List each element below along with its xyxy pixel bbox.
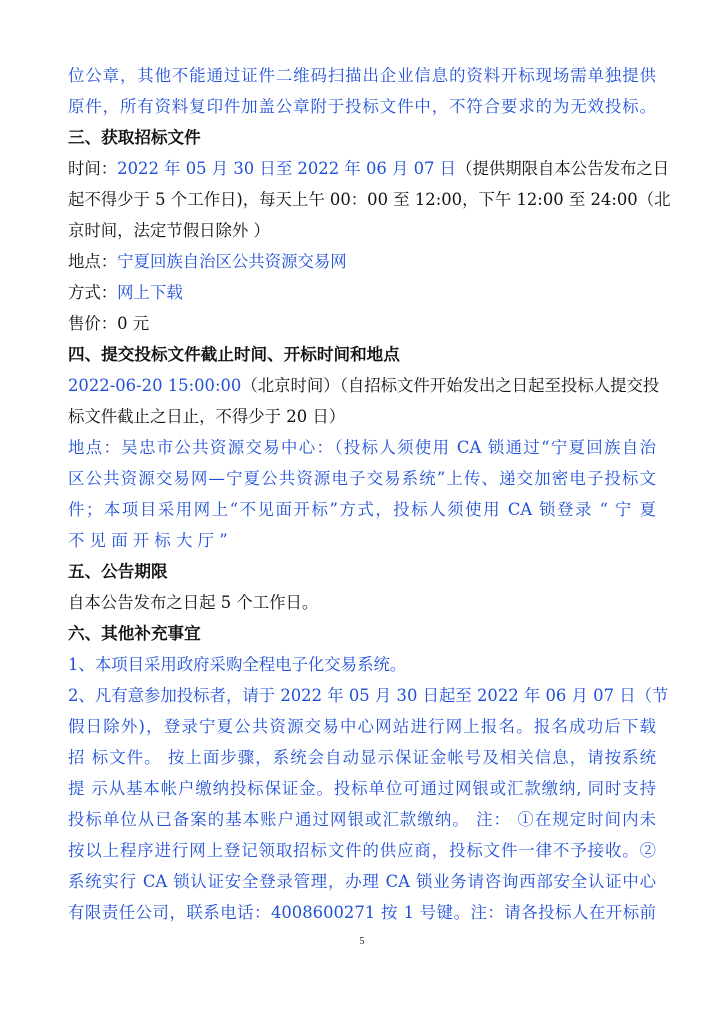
deadline-value: 2022-06-20 15:00:00	[68, 376, 242, 395]
text-line: 提 示从基本帐户缴纳投标保证金。投标单位可通过网银或汇款缴纳, 同时支持	[68, 779, 656, 798]
text-line: 假日除外)，登录宁夏公共资源交易中心网站进行网上报名。报名成功后下载	[68, 717, 656, 736]
section-heading-6: 六、其他补充事宜	[68, 623, 201, 643]
text-line: 件；本项目采用网上“不见面开标”方式，投标人须使用 CA 锁登录 “ 宁 夏	[68, 500, 656, 519]
section-heading-3: 三、获取招标文件	[68, 127, 201, 147]
page-number: 5	[359, 936, 365, 947]
text-line: 不 见 面 开 标 大 厅 ”	[68, 531, 228, 550]
text-line: 标文件截止之日止，不得少于 20 日）	[68, 407, 346, 426]
text-line: 原件，所有资料复印件加盖公章附于投标文件中，不符合要求的为无效投标。	[68, 97, 656, 116]
text-line: 1、本项目采用政府采购全程电子化交易系统。	[68, 655, 407, 674]
deadline-line	[68, 370, 660, 401]
text-line: 京时间，法定节假日除外 ）	[68, 221, 270, 240]
price-label: 售价：	[68, 314, 118, 333]
method-line	[68, 277, 656, 308]
method-value: 网上下载	[117, 283, 183, 302]
section-heading-4: 四、提交投标文件截止时间、开标时间和地点	[68, 344, 400, 364]
text-line: 招 标文件。 按上面步骤，系统会自动显示保证金帐号及相关信息，请按系统	[68, 748, 656, 767]
bid-location-label: 地点：	[68, 438, 122, 457]
text-line: 自本公告发布之日起 5 个工作日。	[68, 593, 319, 612]
text-line: 位公章，其他不能通过证件二维码扫描出企业信息的资料开标现场需单独提供	[68, 66, 656, 85]
deadline-note: （北京时间）（自招标文件开始发出之日起至投标人提交投	[241, 376, 660, 395]
time-label: 时间：	[68, 159, 118, 178]
text-line: 2、凡有意参加投标者，请于 2022 年 05 月 30 日起至 2022 年 06 月 07 日（节	[68, 686, 669, 705]
time-value: 2022 年 05 月 30 日至 2022 年 06 月 07 日	[117, 159, 457, 178]
bid-location-value: 吴忠市公共资源交易中心：（投标人须使用 CA 锁通过“宁夏回族自治	[121, 438, 657, 457]
text-line: 区公共资源交易网—宁夏公共资源电子交易系统”上传、递交加密电子投标文	[68, 469, 656, 488]
text-line: 起不得少于 5 个工作日)，每天上午 00：00 至 12:00，下午 12:00 至 24:00（北	[68, 190, 671, 209]
method-label: 方式：	[68, 283, 118, 302]
text-line: 投标单位从已备案的基本账户通过网银或汇款缴纳。 注： ①在规定时间内未	[68, 810, 656, 829]
bid-location-line	[68, 432, 656, 463]
price-line	[68, 308, 656, 339]
price-value: 0 元	[117, 314, 150, 333]
time-note: （提供期限自本公告发布之日	[456, 159, 670, 178]
section-heading-5: 五、公告期限	[68, 561, 168, 581]
time-line	[68, 153, 670, 184]
text-line: 按以上程序进行网上登记领取招标文件的供应商，投标文件一律不予接收。②	[68, 841, 656, 860]
text-line: 系统实行 CA 锁认证安全登录管理，办理 CA 锁业务请咨询西部安全认证中心	[68, 872, 656, 891]
page-body	[68, 60, 671, 928]
location-line	[68, 246, 656, 277]
location-value: 宁夏回族自治区公共资源交易网	[117, 252, 347, 271]
location-label: 地点：	[68, 252, 118, 271]
text-line: 有限责任公司，联系电话：4008600271 按 1 号键。注：请各投标人在开标前	[68, 903, 656, 922]
